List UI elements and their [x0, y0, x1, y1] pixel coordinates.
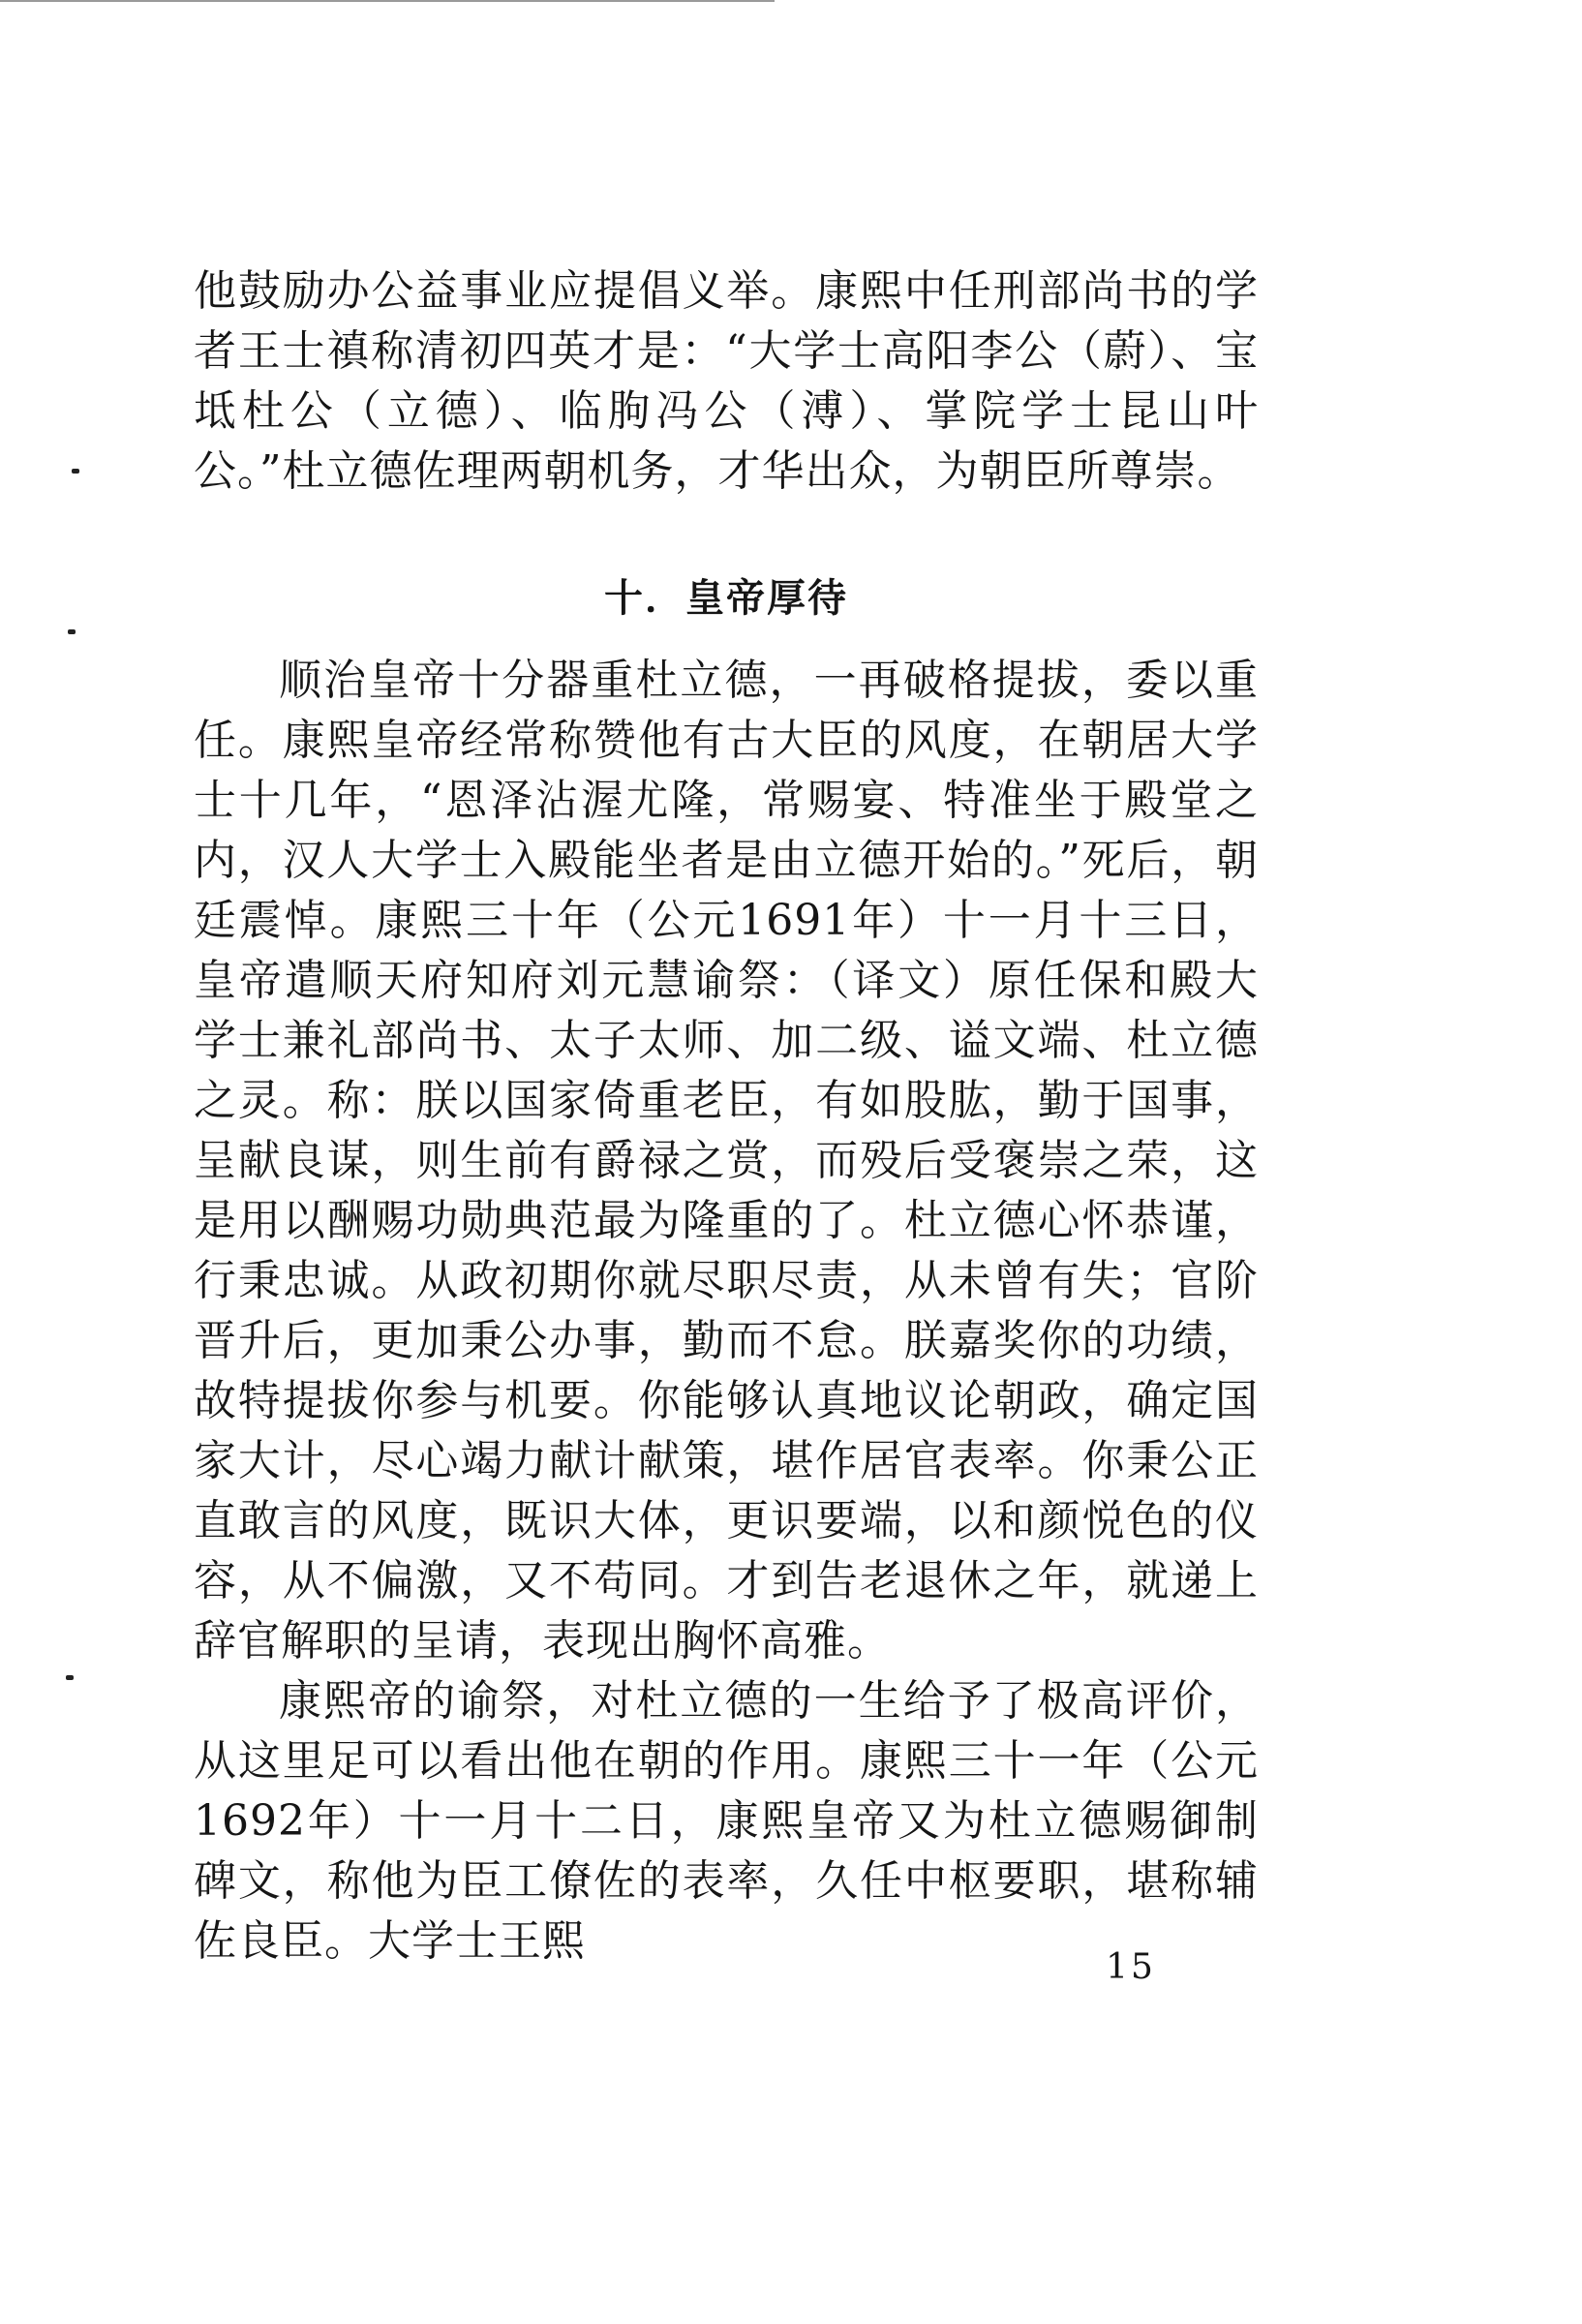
- page-number: 15: [1106, 1947, 1156, 1987]
- margin-mark: [72, 469, 79, 474]
- paragraph: 康熙帝的谕祭，对杜立德的一生给予了极高评价，从这里足可以看出他在朝的作用。康熙三十一年（公元1692年）十一月十二日，康熙皇帝又为杜立德赐御制碑文，称他为臣工僚佐的表率，久任中枢要职，堪称辅佐良臣。大学士王熙: [194, 1676, 1259, 1966]
- section-title: 十．皇帝厚待: [604, 576, 848, 621]
- margin-mark: [68, 629, 76, 634]
- scan-edge-line: [0, 0, 775, 2]
- text-block-top: [194, 261, 1259, 502]
- paragraph: 他鼓励办公益事业应提倡义举。康熙中任刑部尚书的学者王士禛称清初四英才是：“大学士高阳李公（蔚）、宝坻杜公（立德）、临朐冯公（溥）、掌院学士昆山叶公。”杜立德佐理两朝机务，才华出众，为朝臣所尊崇。: [194, 266, 1259, 496]
- margin-mark: [66, 1675, 74, 1680]
- paragraph: 顺治皇帝十分器重杜立德，一再破格提拔，委以重任。康熙皇帝经常称赞他有古大臣的风度，在朝居大学士十几年，“恩泽沾渥尤隆，常赐宴、特准坐于殿堂之内，汉人大学士入殿能坐者是由立德开始的。”死后，朝廷震悼。康熙三十年（公元1691年）十一月十三日，皇帝遣顺天府知府刘元慧谕祭：（译文）原任保和殿大学士兼礼部尚书、太子太师、加二级、谥文端、杜立德之灵。称：朕以国家倚重老臣，有如股肱，勤于国事，呈献良谋，则生前有爵禄之赏，而殁后受褒崇之荣，这是用以酬赐功勋典范最为隆重的了。杜立德心怀恭谨，行秉忠诚。从政初期你就尽职尽责，从未曾有失；官阶晋升后，更加秉公办事，勤而不怠。朕嘉奖你的功绩，故特提拔你参与机要。你能够认真地议论朝政，确定国家大计，尽心竭力献计献策，堪作居官表率。你秉公正直敢言的风度，既识大体，更识要端，以和颜悦色的仪容，从不偏激，又不苟同。才到告老退休之年，就递上辞官解职的呈请，表现出胸怀高雅。: [194, 656, 1259, 1666]
- text-block-main: [194, 651, 1259, 1972]
